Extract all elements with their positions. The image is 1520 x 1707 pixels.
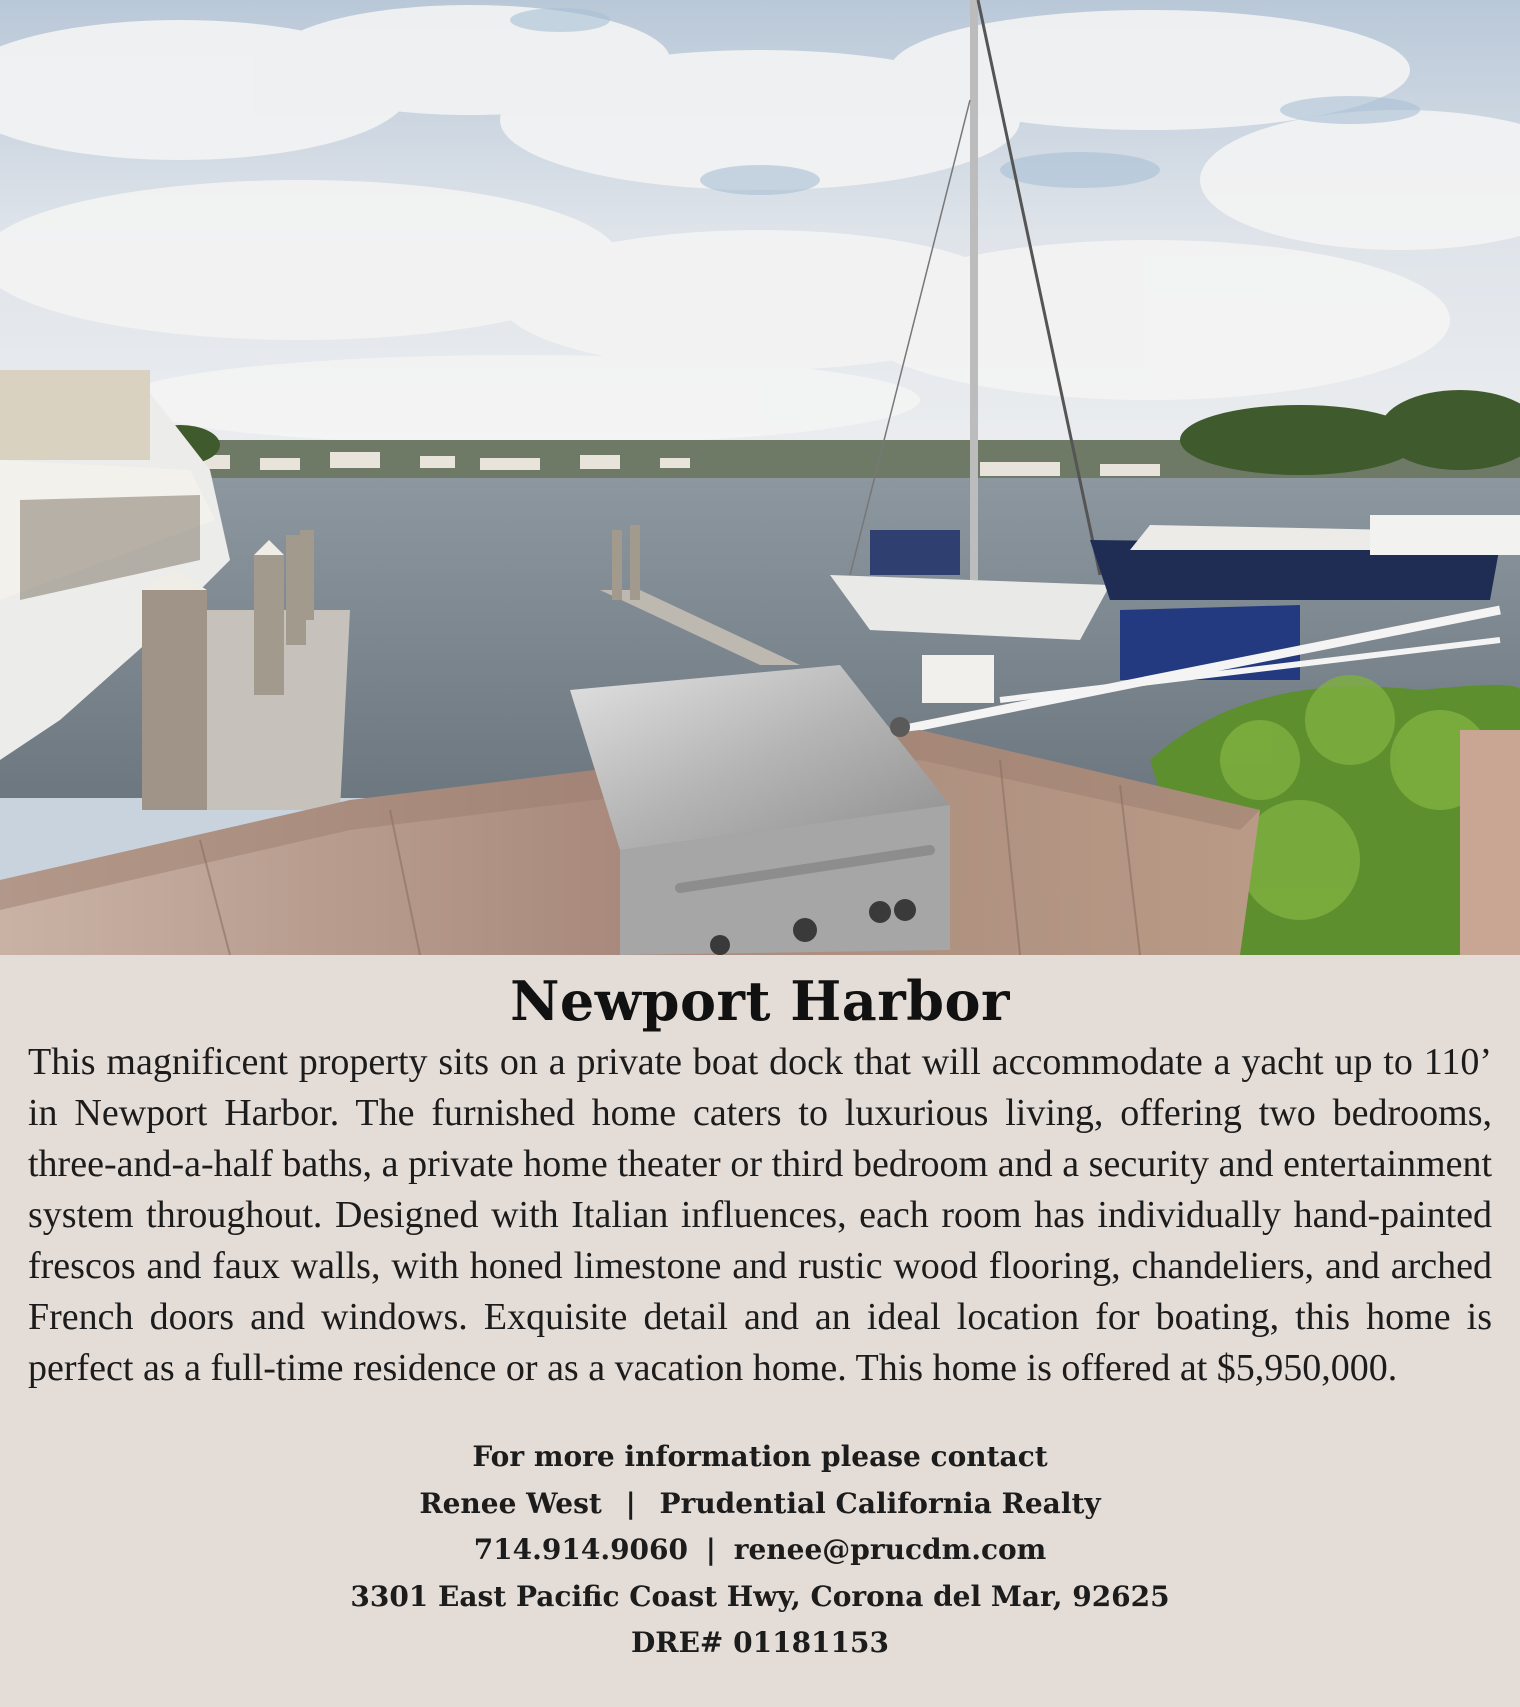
listing-section — [0, 955, 1520, 1707]
license-number: DRE# 01181153 — [631, 1626, 889, 1659]
company-name: Prudential California Realty — [659, 1486, 1101, 1520]
separator: | — [625, 1486, 636, 1520]
contact-phone-email-line — [28, 1527, 1492, 1574]
contact-agent-line — [28, 1481, 1492, 1528]
listing-title: Newport Harbor — [510, 969, 1010, 1033]
email-address: renee@prucdm.com — [733, 1533, 1047, 1566]
separator: | — [705, 1533, 716, 1566]
listing-description: This magnificent property sits on a private boat dock that will accommodate a yacht up to 110’ in Newport Harbor. The furnished home caters to luxurious living, offering two bedrooms, three-and-a-half baths, a private home theater or third bedroom and a security and entertainment system throughout. Designed with Italian influences, each room has individually hand-painted frescos and faux walls, with honed limestone and rustic wood flooring, chandeliers, and arched French doors and windows. Exquisite detail and an ideal location for boating, this home is perfect as a full-time residence or as a vacation home. This home is offered at $5,950,000. — [28, 1041, 1492, 1389]
contact-intro: For more information please contact — [472, 1440, 1048, 1473]
office-address: 3301 East Pacific Coast Hwy, Corona del Mar, 92625 — [350, 1579, 1170, 1613]
phone-number: 714.914.9060 — [473, 1533, 689, 1566]
agent-name: Renee West — [419, 1486, 602, 1520]
contact-block — [28, 1434, 1492, 1667]
